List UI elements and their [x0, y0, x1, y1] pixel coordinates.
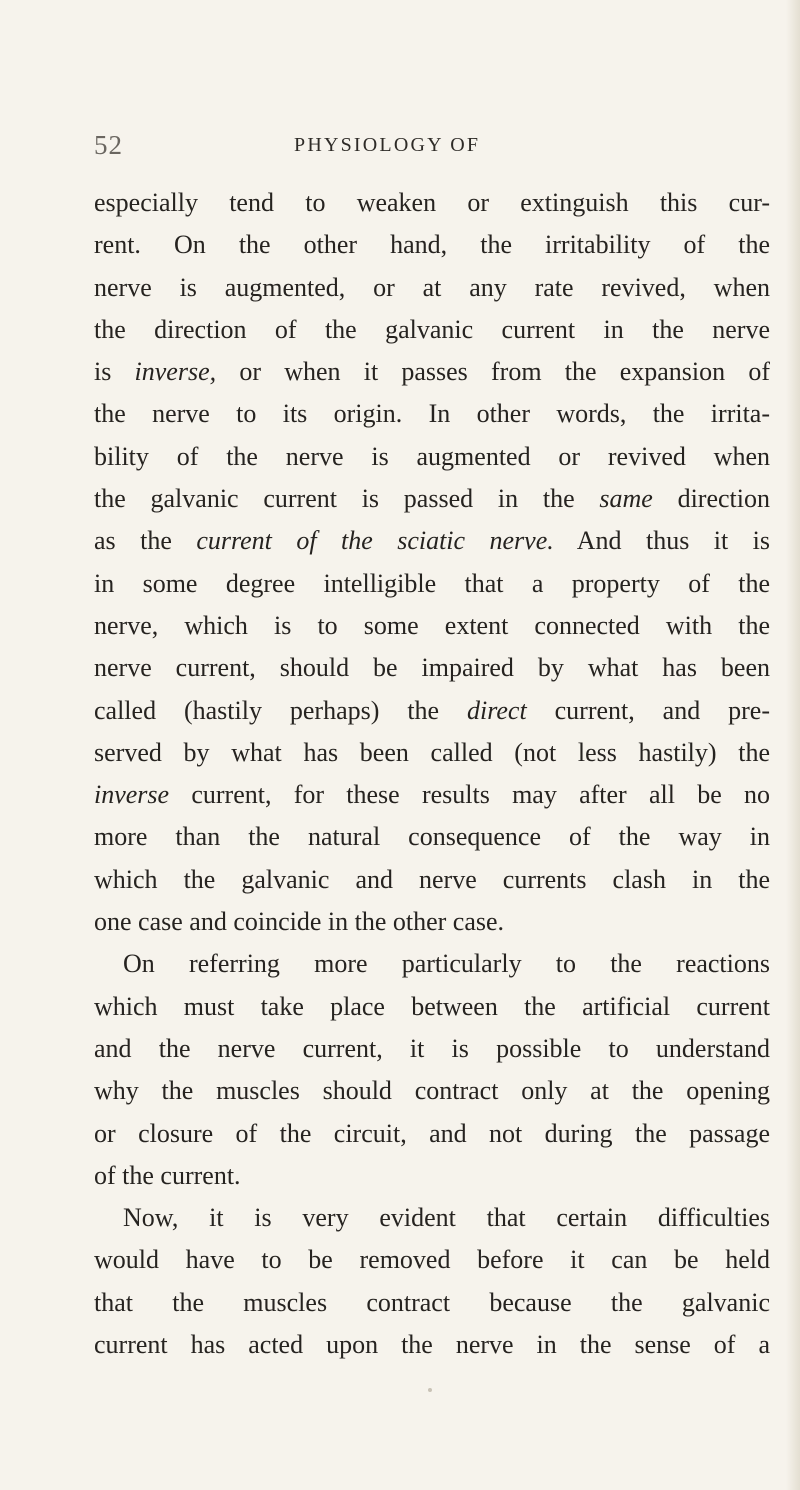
text-run: and the nerve current, it is possible to understand	[94, 1033, 770, 1063]
text-run: rent. On the other hand, the irritability of the	[94, 230, 770, 260]
text-run: nerve, which is to some extent connected with the	[94, 610, 770, 640]
text-run: Now, it is very evident that certain difficulties	[123, 1203, 770, 1233]
text-line	[94, 1070, 770, 1112]
text-line	[94, 1197, 770, 1239]
text-line	[94, 1324, 770, 1366]
text-run: called (hastily perhaps) the	[94, 695, 468, 725]
text-line	[94, 478, 770, 520]
text-run: the nerve to its origin. In other words, the irrita-	[94, 399, 770, 429]
text-run: current has acted upon the nerve in the sense of a	[94, 1330, 770, 1360]
text-run: that the muscles contract because the galvanic	[94, 1287, 770, 1317]
italic-text: inverse	[94, 780, 170, 810]
text-line	[94, 647, 770, 689]
text-run: especially tend to weaken or extinguish this cur-	[94, 188, 770, 217]
text-line	[94, 943, 770, 985]
text-line	[94, 774, 770, 816]
text-run: current, for these results may after all be no	[169, 780, 770, 810]
text-line	[94, 816, 770, 858]
text-run: On referring more particularly to the reactions	[123, 949, 770, 979]
text-run: one case and coincide in the other case.	[94, 907, 505, 937]
text-run: And thus it is	[553, 526, 770, 556]
text-line	[94, 986, 770, 1028]
text-run: why the muscles should contract only at the opening	[94, 1076, 770, 1106]
text-line	[94, 605, 770, 647]
text-run: nerve current, should be impaired by what has been	[94, 653, 770, 683]
text-line	[94, 1282, 770, 1324]
text-run: which must take place between the artificial current	[94, 991, 770, 1021]
text-line	[94, 1113, 770, 1155]
text-run: direction	[652, 484, 770, 514]
text-run: the galvanic current is passed in the	[94, 484, 600, 514]
text-line	[94, 690, 770, 732]
italic-text: direct	[467, 695, 527, 725]
text-run: nerve is augmented, or at any rate revived, when	[94, 272, 770, 302]
text-line	[94, 1155, 770, 1197]
italic-text: current of the sciatic nerve.	[196, 526, 554, 556]
text-run: the direction of the galvanic current in the nerve	[94, 314, 770, 344]
page-number: 52	[94, 130, 123, 160]
text-line	[94, 182, 770, 224]
text-run: bility of the nerve is augmented or revived when	[94, 441, 770, 471]
text-run: as the	[94, 526, 197, 556]
text-run: of the current.	[94, 1160, 241, 1190]
text-line	[94, 859, 770, 901]
text-run: in some degree intelligible that a property of the	[94, 568, 770, 598]
text-line	[94, 393, 770, 435]
text-line	[94, 520, 770, 562]
text-run: or when it passes from the expansion of	[216, 357, 770, 387]
running-title: PHYSIOLOGY OF	[294, 134, 481, 156]
text-line	[94, 1239, 770, 1281]
text-run: more than the natural consequence of the way in	[94, 822, 770, 852]
italic-text: same	[599, 484, 653, 514]
text-line	[94, 1028, 770, 1070]
running-head	[94, 130, 734, 170]
italic-text: inverse,	[134, 357, 217, 387]
paper-speck	[428, 1388, 432, 1392]
text-run: served by what has been called (not less hastily) the	[94, 737, 770, 767]
page-edge-shadow	[786, 0, 800, 1490]
body-text	[94, 182, 770, 1366]
text-line	[94, 901, 770, 943]
text-line	[94, 309, 770, 351]
text-run: is	[94, 357, 135, 387]
text-line	[94, 563, 770, 605]
text-line	[94, 351, 770, 393]
text-line	[94, 732, 770, 774]
text-run: or closure of the circuit, and not during the passage	[94, 1118, 770, 1148]
text-line	[94, 436, 770, 478]
text-line	[94, 267, 770, 309]
text-run: would have to be removed before it can be held	[94, 1245, 770, 1275]
text-run: current, and pre-	[526, 695, 770, 725]
text-run: which the galvanic and nerve currents clash in the	[94, 864, 770, 894]
text-line	[94, 224, 770, 266]
